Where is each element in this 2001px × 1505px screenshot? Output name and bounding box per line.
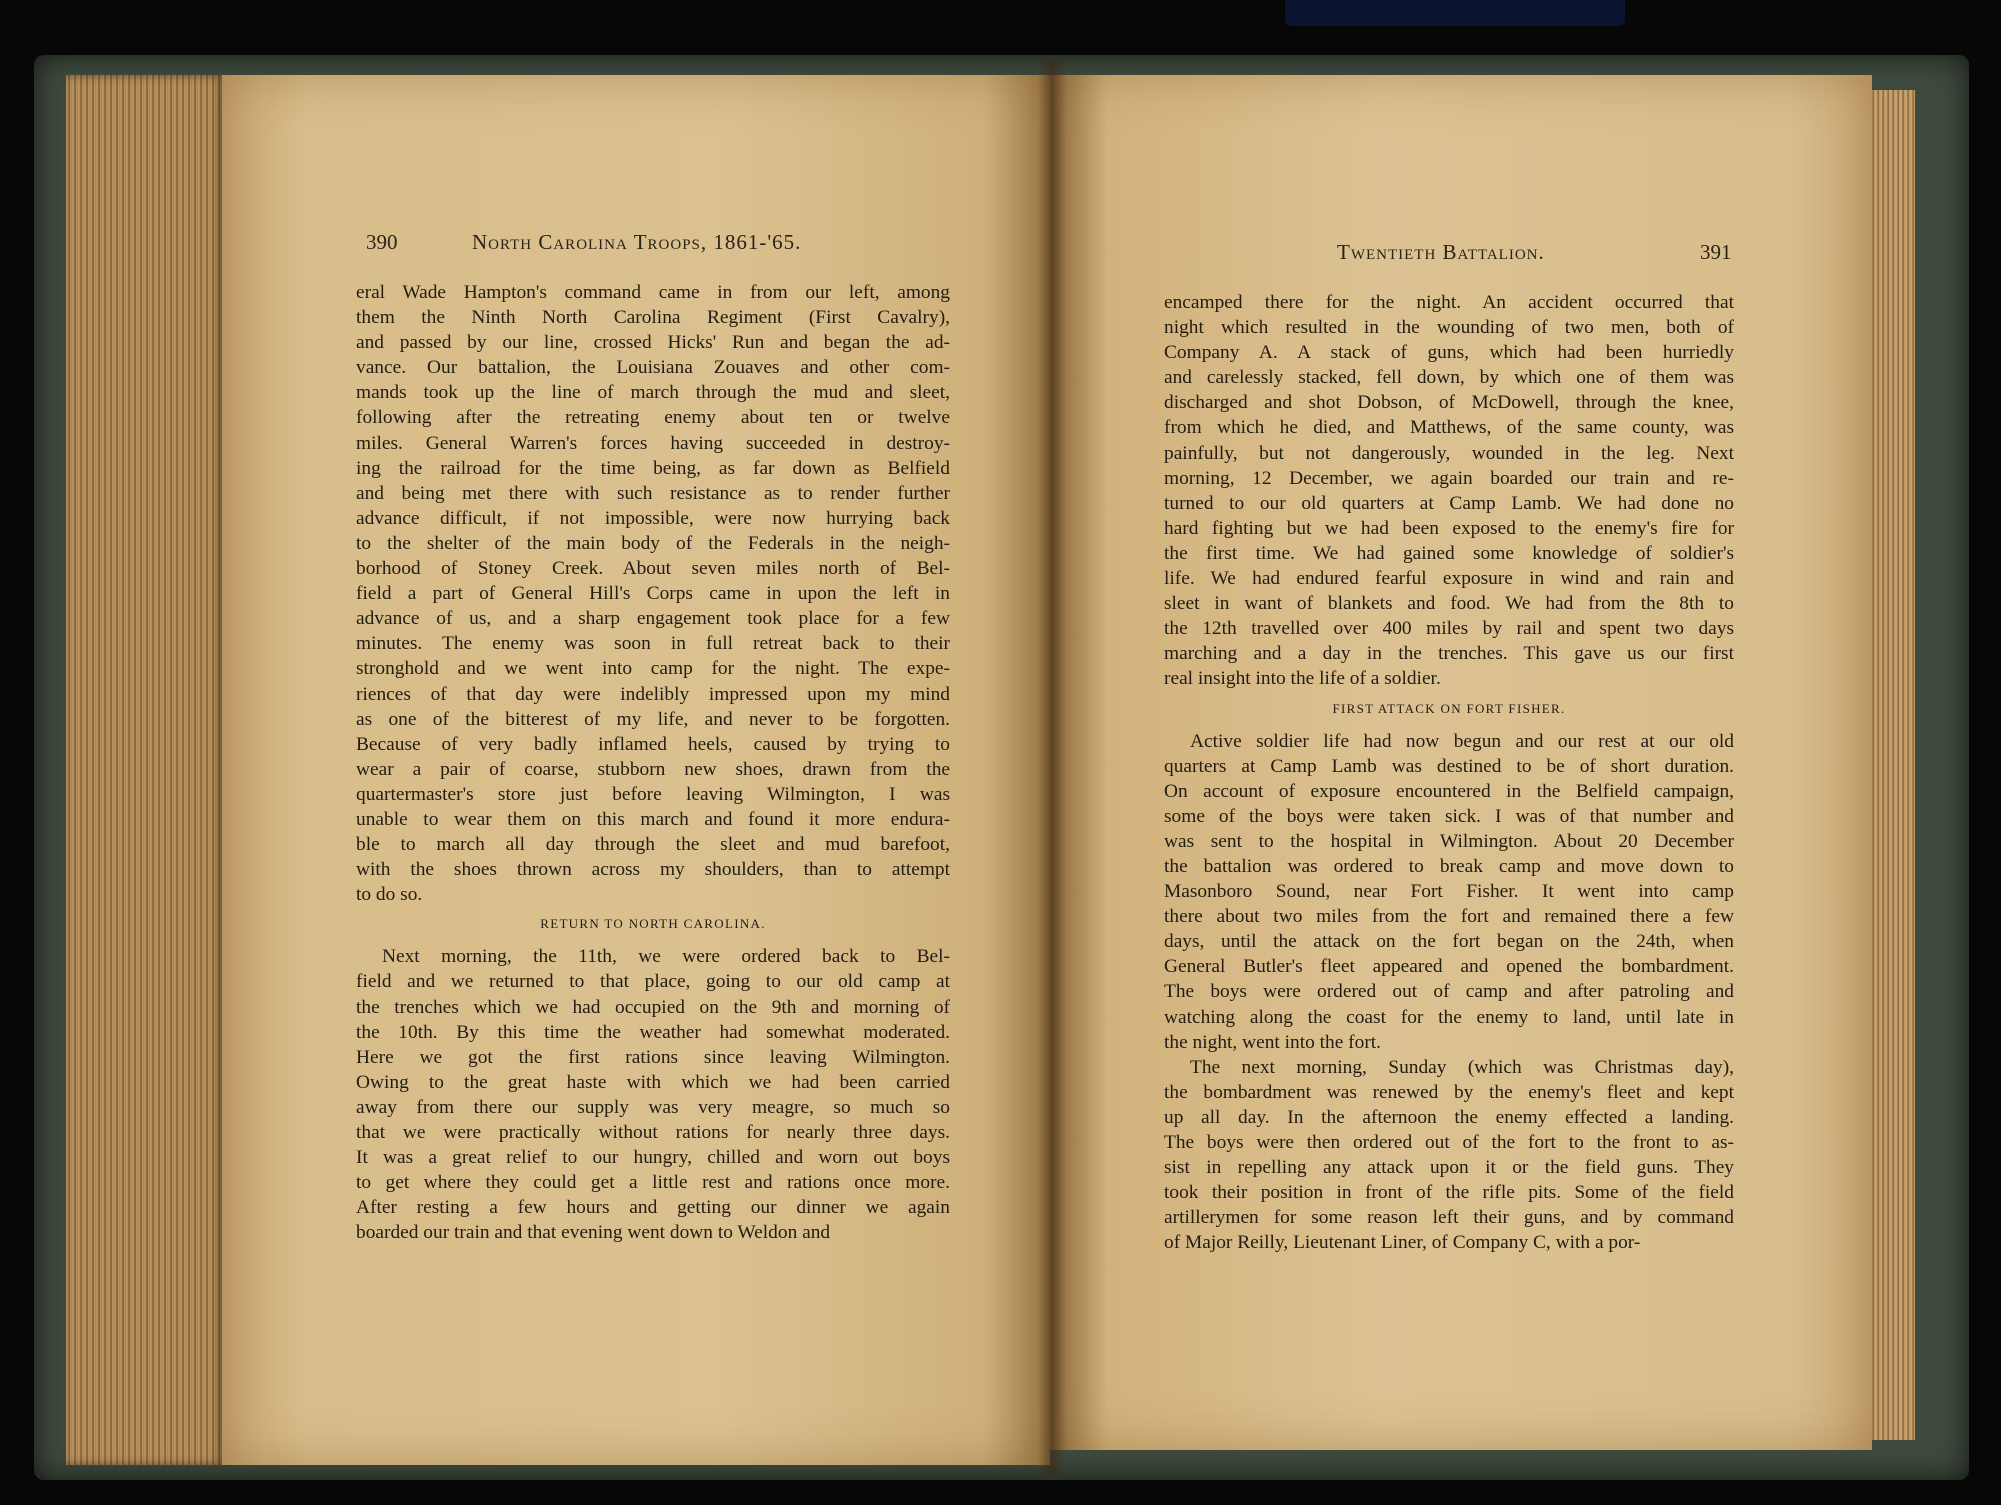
- text-line: riences of that day were indelibly impressed upon my mind: [356, 683, 950, 705]
- section-heading-fort-fisher: FIRST ATTACK ON FORT FISHER.: [1332, 700, 1566, 716]
- right-page-number: 391: [1700, 240, 1732, 264]
- text-line: miles. General Warren's forces having succeeded in destroy-: [356, 432, 950, 454]
- text-line: the trenches which we had occupied on the 9th and morning of: [356, 996, 950, 1018]
- text-line: It was a great relief to our hungry, chilled and worn out boys: [356, 1147, 950, 1169]
- left-body-text: [356, 280, 950, 1245]
- text-line: to get where they could get a little rest and rations once more.: [356, 1172, 950, 1194]
- text-line: stronghold and we went into camp for the night. The expe-: [356, 658, 950, 680]
- text-line: Masonboro Sound, near Fort Fisher. It went into camp: [1164, 881, 1734, 903]
- text-line: The boys were then ordered out of the fort to the front to as-: [1164, 1132, 1734, 1153]
- left-paragraph-1: [356, 280, 950, 907]
- text-line: real insight into the life of a soldier.: [1164, 668, 1441, 690]
- text-line: field and we returned to that place, going to our old camp at: [356, 971, 950, 993]
- left-paragraph-2: [356, 944, 950, 1245]
- text-line: sleet in want of blankets and food. We had from the 8th to: [1164, 593, 1734, 615]
- text-line: the first time. We had gained some knowledge of soldier's: [1164, 542, 1734, 564]
- text-line: them the Ninth North Carolina Regiment (First Cavalry),: [356, 307, 950, 329]
- left-running-head: North Carolina Troops, 1861-'65.: [472, 230, 802, 254]
- text-line: minutes. The enemy was soon in full retreat back to their: [356, 633, 950, 655]
- text-line: advance difficult, if not impossible, were now hurrying back: [356, 507, 950, 529]
- text-line: of Major Reilly, Lieutenant Liner, of Company C, with a por-: [1164, 1232, 1641, 1254]
- text-line: quartermaster's store just before leaving Wilmington, I was: [356, 783, 950, 805]
- text-line: marching and a day in the trenches. This gave us our first: [1164, 643, 1734, 665]
- text-line: the 10th. By this time the weather had somewhat moderated.: [356, 1021, 950, 1043]
- text-line: the 12th travelled over 400 miles by rail and spent two days: [1164, 618, 1734, 640]
- left-page-edges: [66, 75, 226, 1465]
- text-line: Because of very badly inflamed heels, caused by trying to: [356, 733, 950, 755]
- text-line: On account of exposure encountered in the Belfield campaign,: [1164, 780, 1734, 802]
- text-line: borhood of Stoney Creek. About seven miles north of Bel-: [356, 558, 950, 580]
- right-page: [1050, 75, 1872, 1450]
- right-page-edges: [1865, 90, 1915, 1440]
- text-line: General Butler's fleet appeared and opened the bombardment.: [1164, 956, 1734, 978]
- text-line: was sent to the hospital in Wilmington. About 20 December: [1164, 830, 1734, 852]
- text-line: the battalion was ordered to break camp and move down to: [1164, 855, 1734, 877]
- text-line: some of the boys were taken sick. I was of that number and: [1164, 805, 1734, 827]
- text-line: days, until the attack on the fort began on the 24th, when: [1164, 931, 1734, 953]
- text-line: with the shoes thrown across my shoulders, than to attempt: [356, 859, 950, 881]
- text-line: away from there our supply was very meagre, so much so: [356, 1096, 950, 1118]
- text-line: The next morning, Sunday (which was Christmas day),: [1190, 1056, 1734, 1078]
- text-line: Company A. A stack of guns, which had been hurriedly: [1164, 342, 1734, 364]
- text-line: discharged and shot Dobson, of McDowell, through the knee,: [1164, 392, 1734, 414]
- text-line: Active soldier life had now begun and our rest at our old: [1190, 730, 1734, 752]
- text-line: turned to our old quarters at Camp Lamb. We had done no: [1164, 492, 1734, 514]
- text-line: unable to wear them on this march and found it more endura-: [356, 808, 950, 830]
- right-paragraph-2: [1164, 729, 1734, 1256]
- text-line: to the shelter of the main body of the Federals in the neigh-: [356, 532, 950, 554]
- text-line: wear a pair of coarse, stubborn new shoes, drawn from the: [356, 758, 950, 780]
- text-line: vance. Our battalion, the Louisiana Zouaves and other com-: [356, 357, 950, 379]
- text-line: artillerymen for some reason left their guns, and by command: [1164, 1207, 1734, 1229]
- text-line: there about two miles from the fort and remained there a few: [1164, 906, 1734, 928]
- text-line: that we were practically without rations for nearly three days.: [356, 1122, 950, 1143]
- text-line: ing the railroad for the time being, as far down as Belfield: [356, 457, 950, 479]
- right-running-head: Twentieth Battalion.: [1337, 240, 1545, 264]
- left-page-number: 390: [366, 230, 398, 254]
- text-line: up all day. In the afternoon the enemy effected a landing.: [1164, 1106, 1734, 1128]
- text-line: took their position in front of the rifle pits. Some of the field: [1164, 1182, 1734, 1204]
- text-line: Next morning, the 11th, we were ordered back to Bel-: [382, 946, 950, 968]
- text-line: the night, went into the fort.: [1164, 1031, 1382, 1053]
- text-line: advance of us, and a sharp engagement took place for a few: [356, 608, 950, 630]
- text-line: Owing to the great haste with which we had been carried: [356, 1071, 950, 1093]
- text-line: encamped there for the night. An accident occurred that: [1164, 292, 1734, 313]
- section-heading-return: RETURN TO NORTH CAROLINA.: [540, 916, 766, 932]
- text-line: as one of the bitterest of my life, and never to be forgotten.: [356, 708, 950, 730]
- text-line: painfully, but not dangerously, wounded in the leg. Next: [1164, 442, 1734, 464]
- scanner-label: [1285, 0, 1625, 26]
- left-page: [222, 75, 1050, 1465]
- book-gutter: [1038, 60, 1066, 1475]
- text-line: night which resulted in the wounding of two men, both of: [1164, 317, 1734, 339]
- text-line: to do so.: [356, 884, 423, 906]
- text-line: hard fighting but we had been exposed to the enemy's fire for: [1164, 517, 1734, 539]
- text-line: and passed by our line, crossed Hicks' Run and began the ad-: [356, 332, 950, 354]
- text-line: from which he died, and Matthews, of the same county, was: [1164, 417, 1734, 439]
- text-line: eral Wade Hampton's command came in from our left, among: [356, 282, 950, 303]
- text-line: boarded our train and that evening went down to Weldon and: [356, 1222, 831, 1244]
- right-body-text: [1164, 290, 1734, 1255]
- text-line: life. We had endured fearful exposure in wind and rain and: [1164, 568, 1734, 590]
- text-line: following after the retreating enemy about ten or twelve: [356, 407, 950, 429]
- text-line: mands took up the line of march through the mud and sleet,: [356, 382, 950, 404]
- text-line: morning, 12 December, we again boarded our train and re-: [1164, 467, 1734, 489]
- text-line: quarters at Camp Lamb was destined to be of short duration.: [1164, 755, 1734, 777]
- text-line: sist in repelling any attack upon it or the field guns. They: [1164, 1157, 1734, 1179]
- text-line: and carelessly stacked, fell down, by which one of them was: [1164, 367, 1734, 389]
- text-line: field a part of General Hill's Corps came in upon the left in: [356, 583, 950, 605]
- text-line: After resting a few hours and getting our dinner we again: [356, 1197, 950, 1219]
- right-paragraph-1: [1164, 290, 1734, 692]
- text-line: watching along the coast for the enemy to land, until late in: [1164, 1006, 1734, 1028]
- text-line: The boys were ordered out of camp and after patroling and: [1164, 981, 1734, 1003]
- text-line: ble to march all day through the sleet and mud barefoot,: [356, 834, 950, 856]
- text-line: the bombardment was renewed by the enemy's fleet and kept: [1164, 1081, 1734, 1103]
- text-line: Here we got the first rations since leaving Wilmington.: [356, 1046, 950, 1068]
- text-line: and being met there with such resistance as to render further: [356, 482, 950, 504]
